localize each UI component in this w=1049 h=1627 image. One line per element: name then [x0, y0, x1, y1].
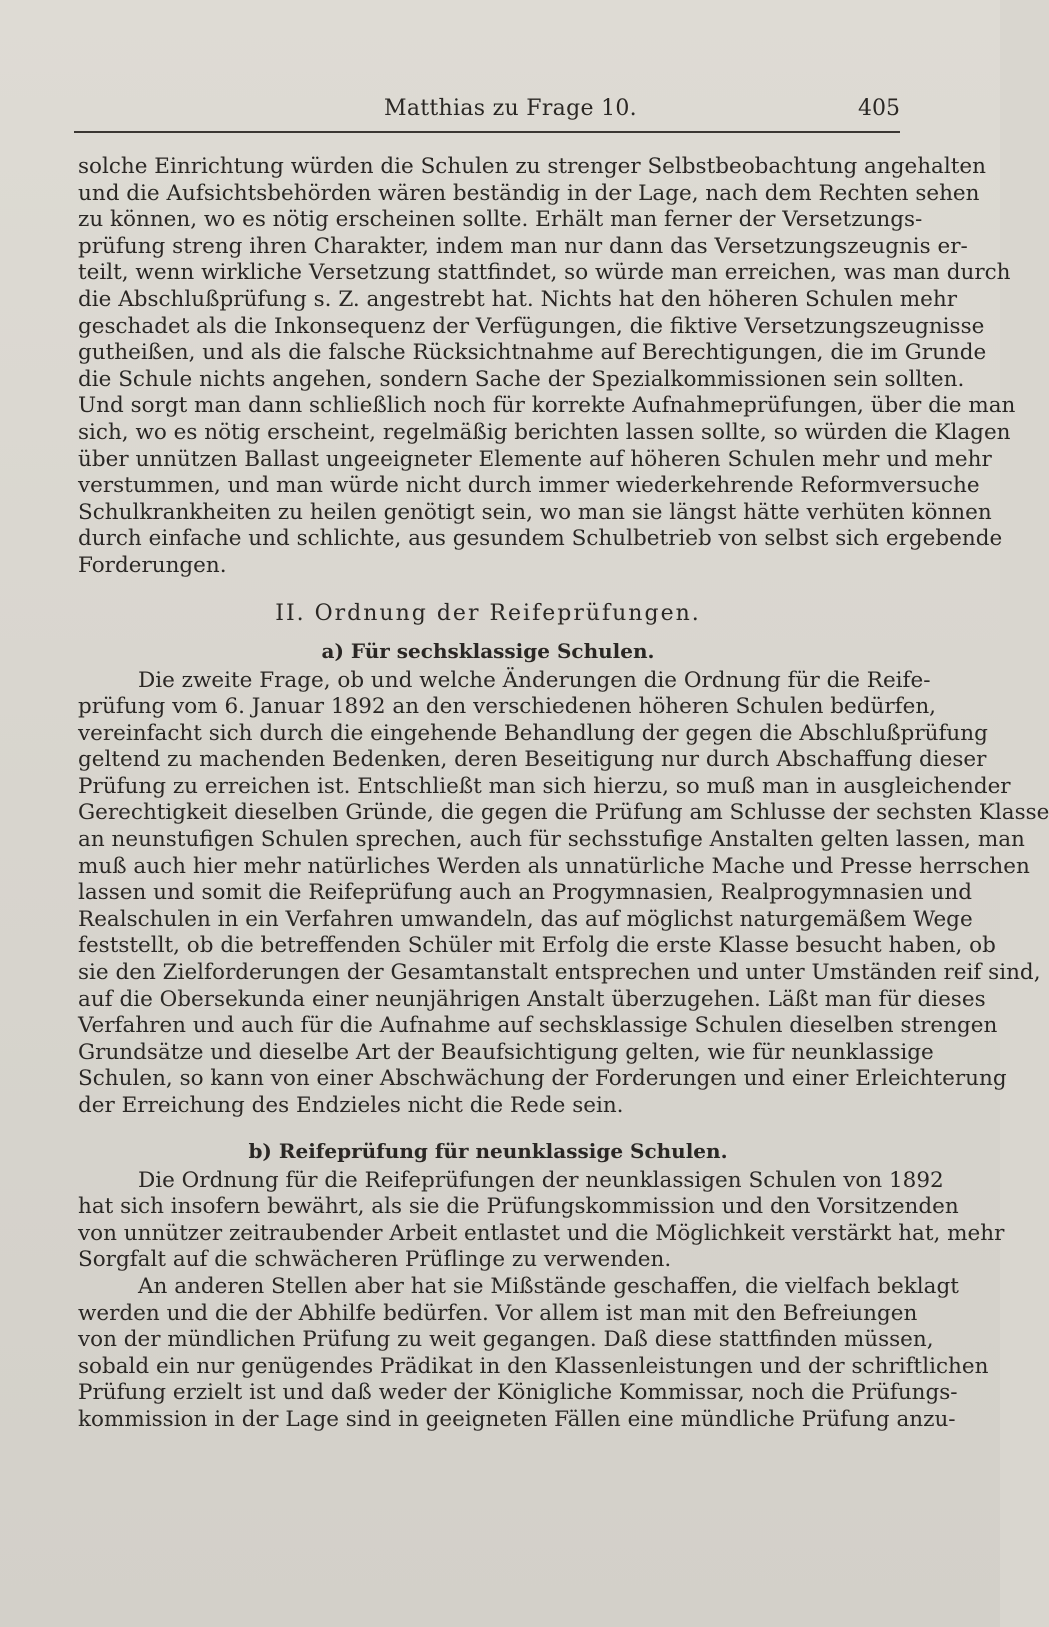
subheading-b: b) Reifeprüfung für neunklassige Schulen. [248, 1138, 728, 1163]
text-line: geschadet als die Inkonsequenz der Verfügungen, die fiktive Versetzungszeugnisse [78, 313, 985, 339]
text-line: durch einfache und schlichte, aus gesundem Schulbetrieb von selbst sich ergebende [78, 526, 1003, 552]
text-line: Gerechtigkeit dieselben Gründe, die gegen die Prüfung am Schlusse der sechsten Klasse [78, 800, 1049, 826]
text-line: sobald ein nur genügendes Prädikat in den Klassenleistungen und der schriftlichen [78, 1353, 989, 1379]
text-line: Schulen, so kann von einer Abschwächung der Forderungen und einer Erleichterung [78, 1066, 1007, 1092]
text-line: Schulkrankheiten zu heilen genötigt sein, wo man sie längst hätte verhüten können [78, 499, 992, 525]
text-line: der Erreichung des Endzieles nicht die Rede sein. [78, 1093, 624, 1118]
page-number: 405 [858, 96, 900, 121]
text-line: werden und die der Abhilfe bedürfen. Vor allem ist man mit den Befreiungen [78, 1300, 918, 1326]
text-line: Prüfung zu erreichen ist. Entschließt man sich hierzu, so muß man in ausgleichender [78, 773, 1011, 799]
text-line: Grundsätze und dieselbe Art der Beaufsichtigung gelten, wie für neunklassige [78, 1039, 934, 1065]
text-line: an neunstufigen Schulen sprechen, auch für sechsstufige Anstalten gelten lassen, man [78, 827, 1025, 853]
section-heading: II. Ordnung der Reifeprüfungen. [275, 600, 701, 626]
text-line: lassen und somit die Reifeprüfung auch an Progymnasien, Realprogymnasien und [78, 880, 972, 906]
text-line: muß auch hier mehr natürliches Werden als unnatürliche Mache und Presse herrschen [78, 853, 1030, 879]
text-line: An anderen Stellen aber hat sie Mißstände geschaffen, die vielfach beklagt [138, 1273, 959, 1299]
text-line: sich, wo es nötig erscheint, regelmäßig berichten lassen sollte, so würden die Klagen [78, 419, 1011, 445]
text-line: auf die Obersekunda einer neunjährigen Anstalt überzugehen. Läßt man für dieses [78, 986, 986, 1012]
paragraph-3 [78, 1167, 1005, 1274]
paragraph-2 [78, 667, 1049, 1120]
text-line: teilt, wenn wirkliche Versetzung stattfindet, so würde man erreichen, was man durch [78, 260, 1011, 286]
text-line: die Abschlußprüfung s. Z. angestrebt hat. Nichts hat den höheren Schulen mehr [78, 286, 958, 312]
text-line: Und sorgt man dann schließlich noch für korrekte Aufnahmeprüfungen, über die man [78, 393, 1016, 419]
header-rule [74, 131, 900, 133]
text-line: vereinfacht sich durch die eingehende Behandlung der gegen die Abschlußprüfung [78, 720, 988, 746]
text-line: Die zweite Frage, ob und welche Änderungen die Ordnung für die Reife- [138, 667, 931, 693]
page-header [74, 96, 900, 128]
paragraph-4 [78, 1273, 989, 1434]
text-line: Verfahren und auch für die Aufnahme auf sechsklassige Schulen dieselben strengen [78, 1013, 998, 1039]
text-line: über unnützen Ballast ungeeigneter Elemente auf höheren Schulen mehr und mehr [78, 446, 992, 472]
spacer [78, 1120, 898, 1134]
subheading-a: a) Für sechsklassige Schulen. [321, 638, 655, 663]
text-line: die Schule nichts angehen, sondern Sache der Spezialkommissionen sein sollten. [78, 366, 965, 392]
paragraph-1 [78, 154, 1016, 580]
text-line: Forderungen. [78, 552, 227, 578]
page-body [78, 154, 1049, 1434]
text-line: zu können, wo es nötig erscheinen sollte. Erhält man ferner der Versetzungs- [78, 207, 923, 233]
text-line: Die Ordnung für die Reifeprüfungen der neunklassigen Schulen von 1892 [138, 1167, 944, 1193]
text-line: Sorgfalt auf die schwächeren Prüflinge zu verwenden. [78, 1247, 672, 1273]
running-title: Matthias zu Frage 10. [384, 96, 637, 121]
text-line: prüfung vom 6. Januar 1892 an den verschiedenen höheren Schulen bedürfen, [78, 694, 937, 720]
text-line: Prüfung erzielt ist und daß weder der Königliche Kommissar, noch die Prüfungs- [78, 1380, 958, 1406]
text-line: solche Einrichtung würden die Schulen zu strenger Selbstbeobachtung angehalten [78, 154, 986, 179]
text-line: von der mündlichen Prüfung zu weit gegangen. Daß diese stattfinden müssen, [78, 1327, 934, 1353]
text-line: kommission in der Lage sind in geeigneten Fällen eine mündliche Prüfung anzu- [78, 1406, 956, 1432]
text-line: sie den Zielforderungen der Gesamtanstalt entsprechen und unter Umständen reif sind, [78, 960, 1041, 986]
text-line: und die Aufsichtsbehörden wären beständig in der Lage, nach dem Rechten sehen [78, 180, 980, 206]
text-line: von unnützer zeitraubender Arbeit entlastet und die Möglichkeit verstärkt hat, mehr [78, 1220, 1005, 1246]
text-line: geltend zu machenden Bedenken, deren Beseitigung nur durch Abschaffung dieser [78, 747, 987, 773]
spacer [78, 580, 898, 590]
text-line: prüfung streng ihren Charakter, indem man nur dann das Versetzungszeugnis er- [78, 233, 968, 259]
text-line: gutheißen, und als die falsche Rücksichtnahme auf Berechtigungen, die im Grunde [78, 340, 987, 366]
text-line: Realschulen in ein Verfahren umwandeln, das auf möglichst naturgemäßem Wege [78, 906, 973, 932]
text-line: feststellt, ob die betreffenden Schüler mit Erfolg die erste Klasse besucht haben, ob [78, 933, 996, 959]
text-line: verstummen, und man würde nicht durch immer wiederkehrende Reformversuche [78, 473, 980, 499]
text-line: hat sich insofern bewährt, als sie die Prüfungskommission und den Vorsitzenden [78, 1194, 959, 1220]
